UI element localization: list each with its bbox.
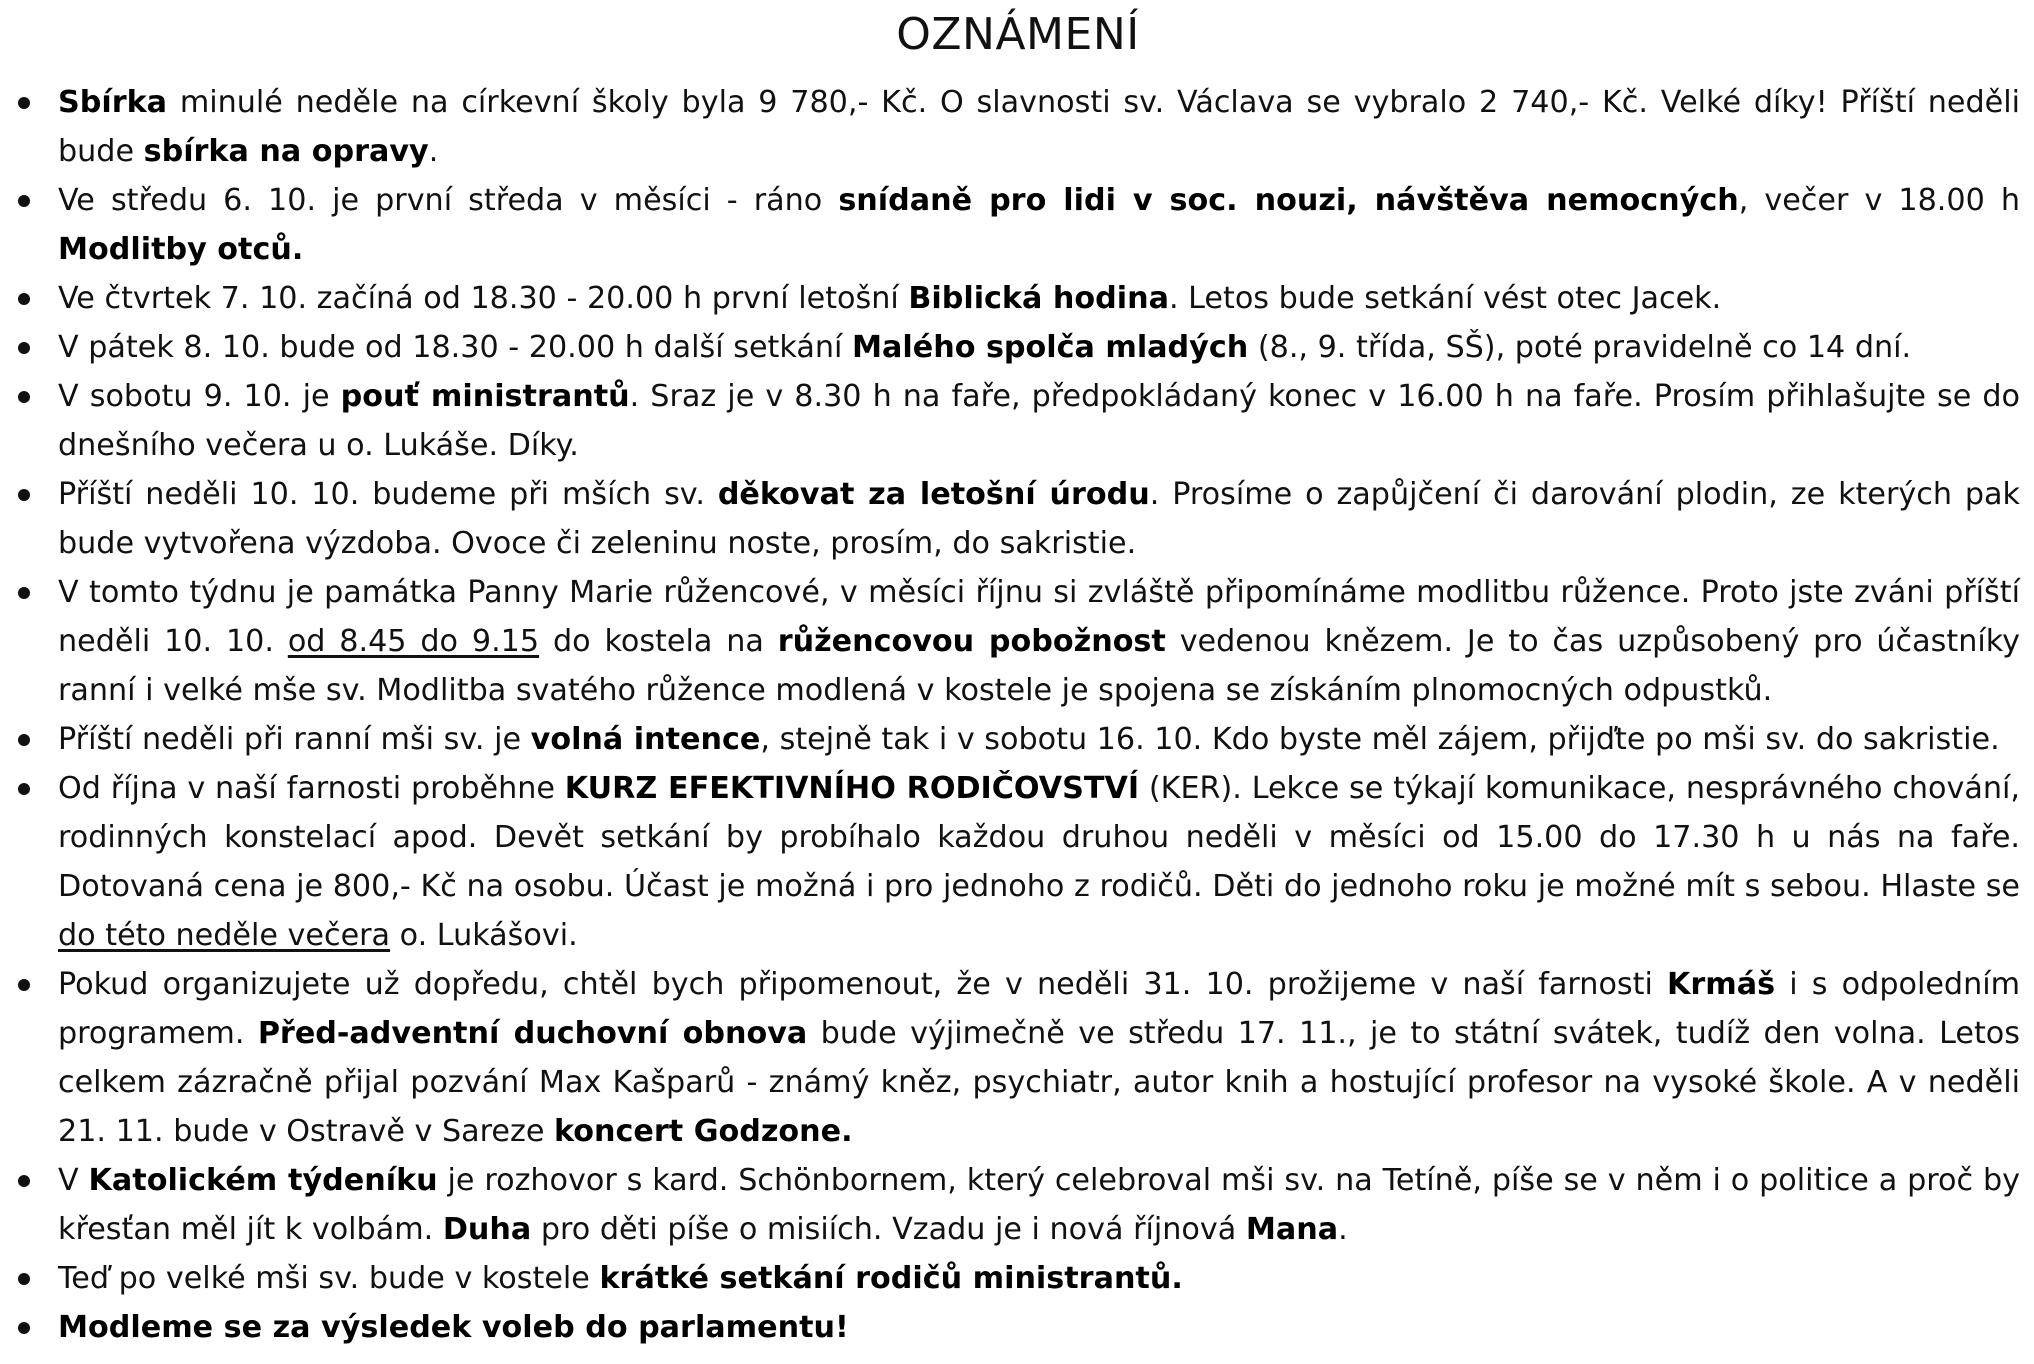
announcement-item	[16, 1303, 2020, 1352]
highlighted-text: Před-adventní duchovní obnova	[257, 1016, 808, 1051]
highlighted-text: Modleme se za výsledek voleb do parlamentu!	[58, 1310, 849, 1345]
item-text: o. Lukášovi.	[390, 918, 578, 953]
item-text: . Prosíme o zapůjčení či darování plodin, ze kterých pak bude vytvořena výzdoba. Ovoce či zeleninu noste, prosím, do sakristie.	[58, 477, 2020, 561]
highlighted-text: koncert Godzone.	[554, 1114, 853, 1149]
highlighted-text: Duha	[442, 1212, 532, 1247]
item-text: V pátek 8. 10. bude od 18.30 - 20.00 h další setkání	[58, 330, 852, 365]
item-text: Příští neděli 10. 10. budeme při mších sv.	[58, 477, 718, 512]
announcement-item	[16, 568, 2020, 715]
highlighted-text: KURZ EFEKTIVNÍHO RODIČOVSTVÍ	[564, 771, 1140, 806]
highlighted-text: sbírka na opravy	[143, 134, 429, 169]
item-text: je rozhovor s kard. Schönbornem, který celebroval mši sv. na Tetíně, píše se v něm i o politice a proč by křesťan měl jít k volbám.	[58, 1163, 2021, 1247]
item-text: vedenou knězem. Je to čas uzpůsobený pro účastníky ranní i velké mše sv. Modlitba svatého růžence modlená v kostele je spojena se získáním plnomocných odpustků.	[58, 624, 2020, 708]
item-text: . Sraz je v 8.30 h na faře, předpokládaný konec v 16.00 h na faře. Prosím přihlašujte se do dnešního večera u o. Lukáše. Díky.	[58, 379, 2021, 463]
announcement-item	[16, 764, 2020, 960]
item-text: Ve středu 6. 10. je první středa v měsíci - ráno	[58, 183, 839, 218]
announcement-list	[16, 78, 2020, 1352]
highlighted-text: pouť ministrantů	[340, 379, 630, 414]
underlined-text: do této neděle večera	[58, 918, 391, 953]
highlighted-text: Sbírka	[58, 85, 168, 120]
announcement-item	[16, 323, 2020, 372]
page-title: OZNÁMENÍ	[896, 9, 1140, 60]
announcement-item	[16, 1156, 2020, 1254]
announcement-item	[16, 176, 2020, 274]
highlighted-text: růžencovou pobožnost	[777, 624, 1166, 659]
highlighted-text: děkovat za letošní úrodu	[717, 477, 1150, 512]
announcement-item	[16, 960, 2020, 1156]
highlighted-text: krátké setkání rodičů ministrantů.	[599, 1261, 1183, 1296]
highlighted-text: Krmáš	[1667, 967, 1776, 1002]
item-text: i s odpoledním programem.	[58, 967, 2020, 1051]
highlighted-text: Katolickém týdeníku	[88, 1163, 438, 1198]
highlighted-text: Mana	[1245, 1212, 1339, 1247]
item-text: do kostela na	[539, 624, 778, 659]
item-text: .	[428, 134, 439, 169]
announcement-item	[16, 274, 2020, 323]
item-text: .	[1338, 1212, 1348, 1247]
item-text: , večer v 18.00 h	[1738, 183, 2020, 218]
item-text: V	[58, 1163, 89, 1198]
item-text: Od října v naší farnosti proběhne	[58, 771, 565, 806]
highlighted-text: Modlitby otců.	[58, 232, 304, 267]
highlighted-text: Malého spolča mladých	[851, 330, 1249, 365]
item-text: Pokud organizujete už dopředu, chtěl bych připomenout, že v neděli 31. 10. prožijeme v naší farnosti	[58, 967, 1668, 1002]
item-text: Příští neděli při ranní mši sv. je	[58, 722, 531, 757]
item-text: . Letos bude setkání vést otec Jacek.	[1168, 281, 1722, 316]
highlighted-text: volná intence	[530, 722, 761, 757]
highlighted-text: Biblická hodina	[908, 281, 1169, 316]
item-text: V sobotu 9. 10. je	[58, 379, 341, 414]
item-text: (8., 9. třída, SŠ), poté pravidelně co 14 dní.	[1248, 330, 1912, 365]
item-text: Ve čtvrtek 7. 10. začíná od 18.30 - 20.00 h první letošní	[58, 281, 909, 316]
announcement-item	[16, 470, 2020, 568]
announcement-item	[16, 1254, 2020, 1303]
announcement-item	[16, 78, 2020, 176]
item-text: bude výjimečně ve středu 17. 11., je to státní svátek, tudíž den volna. Letos celkem zázračně přijal pozvání Max Kašparů - známý kněz, psychiatr, autor knih a hostující profesor na vysoké škole. A v neděli 21. 11. bude v Ostravě v Sareze	[58, 1016, 2020, 1149]
announcement-item	[16, 715, 2020, 764]
item-text: minulé neděle na církevní školy byla 9 780,- Kč. O slavnosti sv. Václava se vybralo 2 740,- Kč. Velké díky! Příští neděli bude	[58, 85, 2020, 169]
item-text: Teď po velké mši sv. bude v kostele	[58, 1261, 600, 1296]
item-text: , stejně tak i v sobotu 16. 10. Kdo byste měl zájem, přijďte po mši sv. do sakristie.	[760, 722, 2000, 757]
announcement-item	[16, 372, 2020, 470]
underlined-text: od 8.45 do 9.15	[287, 624, 540, 659]
item-text: pro děti píše o misiích. Vzadu je i nová říjnová	[531, 1212, 1246, 1247]
item-text: V tomto týdnu je památka Panny Marie růžencové, v měsíci říjnu si zvláště připomínáme modlitbu růžence. Proto jste zváni příští neděli 10. 10.	[58, 575, 2020, 659]
highlighted-text: snídaně pro lidi v soc. nouzi, návštěva nemocných	[838, 183, 1739, 218]
item-text: (KER). Lekce se týkají komunikace, nesprávného chování, rodinných konstelací apod. Devět setkání by probíhalo každou druhou neděli v měsíci od 15.00 do 17.30 h u nás na faře. Dotovaná cena je 800,- Kč na osobu. Účast je možná i pro jednoho z rodičů. Děti do jednoho roku je možné mít s sebou. Hlaste se	[58, 771, 2021, 904]
